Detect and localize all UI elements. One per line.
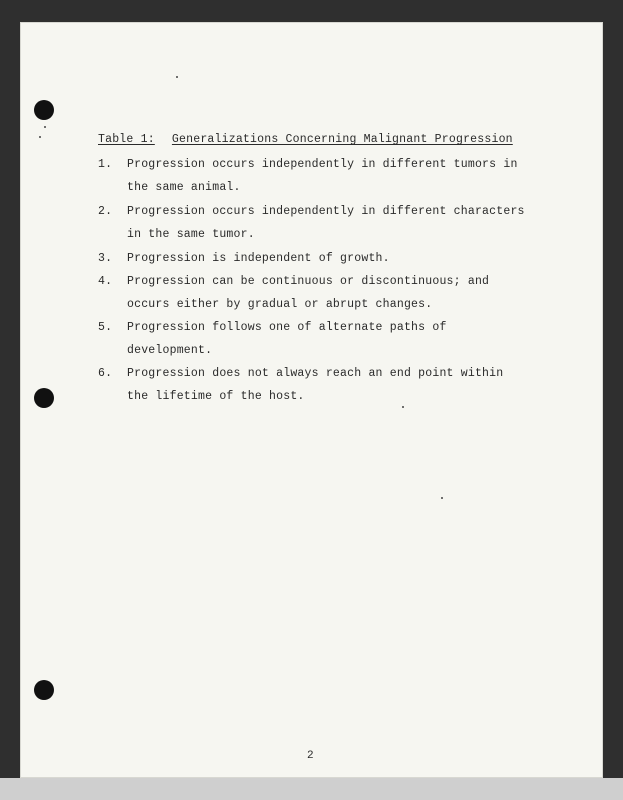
list-item-number: 1. <box>98 158 113 171</box>
list-item-number: 4. <box>98 275 113 288</box>
table-title <box>98 133 513 146</box>
table-title-text: Generalizations Concerning Malignant Progression <box>171 133 513 146</box>
list-item <box>98 200 528 246</box>
list-item-text: Progression does not always reach an end point within the lifetime of the host. <box>127 367 504 403</box>
list-item-number: 5. <box>98 321 113 334</box>
list-item <box>98 153 528 199</box>
page-number: 2 <box>307 750 314 762</box>
list-item-number: 3. <box>98 252 113 265</box>
bottom-scan-strip <box>0 778 623 800</box>
paper-speck <box>441 497 443 499</box>
binder-hole-bottom <box>34 680 54 700</box>
binder-hole-top <box>34 100 54 120</box>
list-item <box>98 316 528 362</box>
list-item <box>98 270 528 316</box>
list-item-text: Progression follows one of alternate paths of development. <box>127 321 447 357</box>
list-item-number: 2. <box>98 205 113 218</box>
list-item-text: Progression can be continuous or discontinuous; and occurs either by gradual or abrupt changes. <box>127 275 490 311</box>
list-item <box>98 247 528 270</box>
list-item-text: Progression occurs independently in different tumors in the same animal. <box>127 158 518 194</box>
paper-speck <box>176 76 178 78</box>
list-item-text: Progression is independent of growth. <box>127 252 390 265</box>
paper-speck <box>44 126 46 128</box>
table-label: Table 1: <box>98 133 155 146</box>
list-item-text: Progression occurs independently in different characters in the same tumor. <box>127 205 525 241</box>
list-item-number: 6. <box>98 367 113 380</box>
list-item <box>98 362 528 408</box>
binder-hole-middle <box>34 388 54 408</box>
paper-speck <box>39 136 41 138</box>
